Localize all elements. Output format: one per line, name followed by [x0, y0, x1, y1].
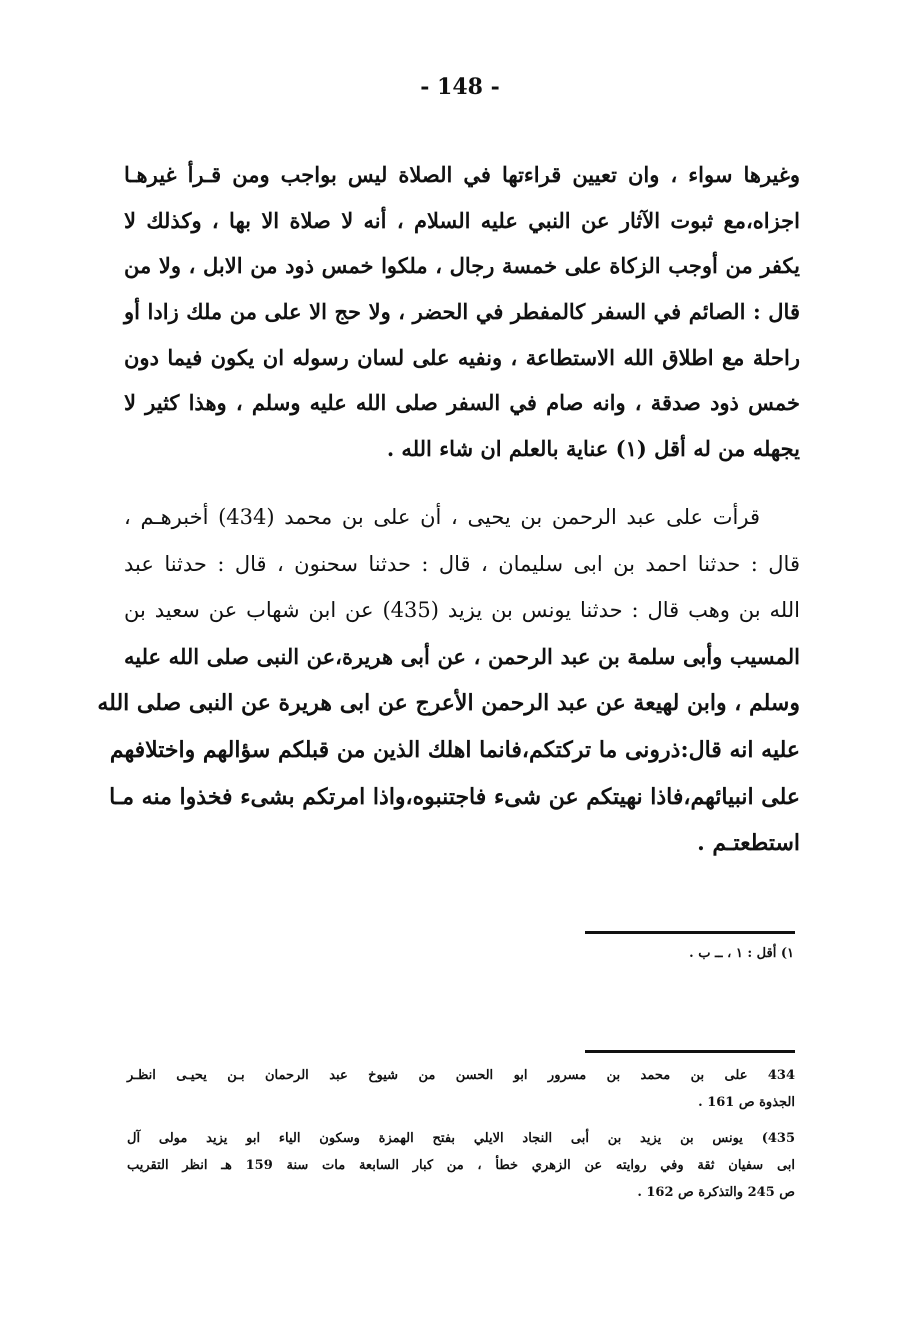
- reference-434: [127, 1062, 795, 1116]
- text-line: وغيرها سواء ، وان تعيين قراءتها في الصلاة ليس بواجب ومن قـرأ غيرهـا: [124, 162, 800, 187]
- reference-line: ص 245 والتذكرة ص 162 .: [637, 1185, 795, 1200]
- footnote-1: ١) أقل : ١ ، ــ ب .: [689, 946, 794, 961]
- page-number: - 148 -: [420, 74, 500, 100]
- reference-line: 434 على بن محمد بن مسرور ابو الحسن من شيوخ عبد الرحمان بـن يحيـى انظـر: [127, 1068, 795, 1083]
- text-line: قرأت على عبد الرحمن بن يحيى ، أن على بن محمد (434) أخبرهـم ،: [124, 505, 760, 529]
- text-line: استطعتـم .: [697, 830, 800, 857]
- reference-line: 435) يونس بن يزيد بن أبى النجاد الايلي بفتح الهمزة وسكون الياء ابو يزيد مولى آل: [127, 1131, 795, 1146]
- text-line: على انبيائهم،فاذا نهيتكم عن شىء فاجتنبوه،واذا امرتكم بشىء فخذوا منه مـا: [109, 783, 800, 810]
- text-line: عليه انه قال:ذرونى ما تركتكم،فانما اهلك الذين من قبلكم سؤالهم واختلافهم: [109, 736, 800, 763]
- text-line: المسيب وأبى سلمة بن عبد الرحمن ، عن أبى هريرة،عن النبى صلى الله عليه: [124, 643, 800, 669]
- text-line: قال : حدثنا احمد بن ابى سليمان ، قال : حدثنا سحنون ، قال : حدثنا عبد: [124, 551, 800, 576]
- text-line: يكفر من أوجب الزكاة على خمسة رجال ، ملكوا خمس ذود من الابل ، ولا من: [124, 253, 800, 279]
- references-divider: [585, 1050, 795, 1053]
- main-paragraph-2: [97, 494, 800, 867]
- reference-435: [127, 1125, 795, 1206]
- reference-line: ابى سفيان ثقة وفي روايته عن الزهري خطأ ، من كبار السابعة مات سنة 159 هـ انظر التقريب: [127, 1158, 796, 1173]
- text-line: الله بن وهب قال : حدثنا يونس بن يزيد (435) عن ابن شهاب عن سعيد بن: [124, 598, 800, 623]
- main-paragraph-1: [124, 152, 800, 472]
- text-line: يجهله من له أقل (١) عناية بالعلم ان شاء الله .: [386, 436, 800, 462]
- text-line: خمس ذود صدقة ، وانه صام في السفر صلى الله عليه وسلم ، وهذا كثير لا: [124, 390, 800, 416]
- text-line: وسلم ، وابن لهيعة عن عبد الرحمن الأعرج عن ابى هريرة عن النبى صلى الله: [97, 690, 800, 717]
- reference-line: الجذوة ص 161 .: [698, 1095, 795, 1110]
- text-line: اجزاه،مع ثبوت الآثار عن النبي عليه السلام ، أنه لا صلاة الا بها ، وكذلك لا: [124, 207, 800, 233]
- footnote-divider: [585, 931, 795, 934]
- text-line: قال : الصائم في السفر كالمفطر في الحضر ، ولا حج الا على من ملك زادا أو: [124, 299, 800, 325]
- text-line: راحلة مع اطلاق الله الاستطاعة ، ونفيه على لسان رسوله ان يكون فيما دون: [124, 344, 800, 370]
